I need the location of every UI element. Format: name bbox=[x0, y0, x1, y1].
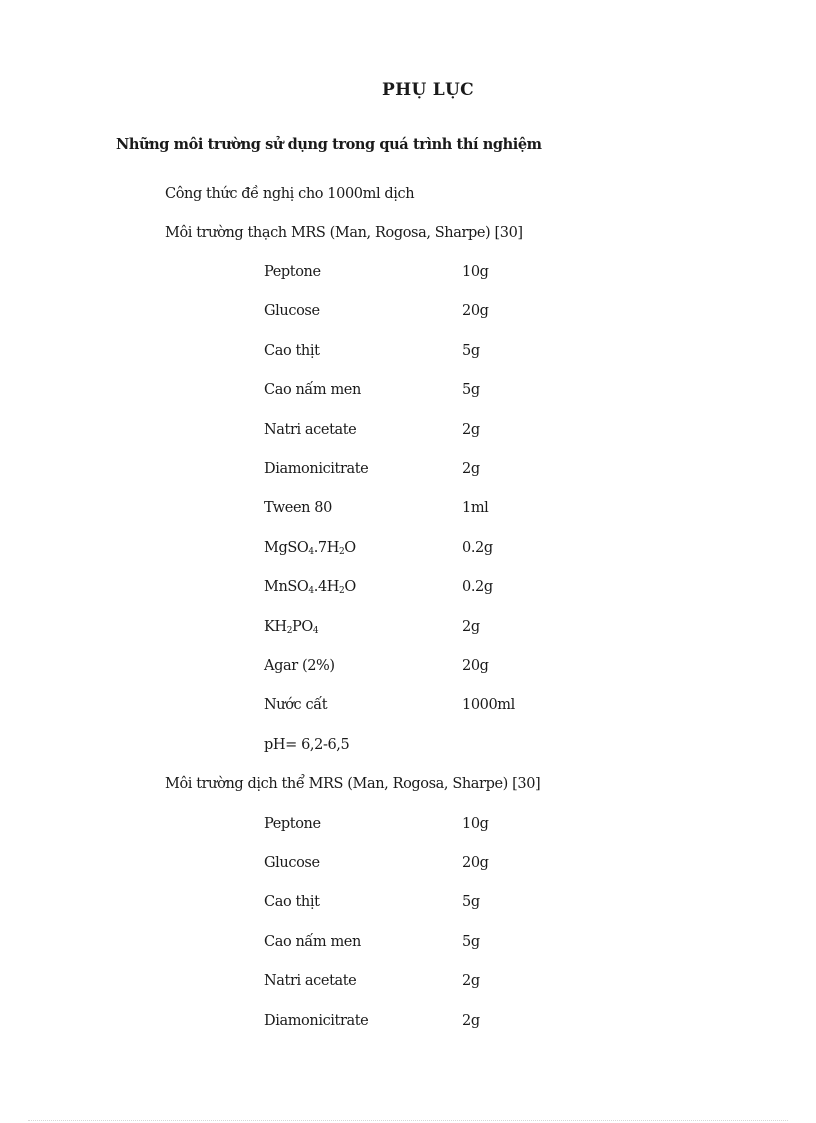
ingredient-amount: 2g bbox=[462, 421, 480, 438]
section2-heading: Môi trường dịch thể MRS (Man, Rogosa, Sharpe) [30] bbox=[165, 776, 541, 793]
ingredient-name: Tween 80 bbox=[264, 500, 332, 517]
ingredient-name: Cao thịt bbox=[264, 894, 320, 911]
ingredient-amount: 5g bbox=[462, 382, 480, 399]
section-subheading: Những môi trường sử dụng trong quá trình thí nghiệm bbox=[116, 136, 542, 153]
ingredient-row bbox=[0, 540, 816, 562]
ingredient-name: Cao nấm men bbox=[264, 382, 361, 399]
ingredient-amount: 10g bbox=[462, 815, 489, 832]
ingredient-amount: 0.2g bbox=[462, 539, 493, 556]
ingredient-amount: 2g bbox=[462, 618, 480, 635]
ingredient-amount: 20g bbox=[462, 658, 489, 674]
page-bottom-divider bbox=[28, 1120, 788, 1121]
ingredient-name: $KH_2PO_4$ bbox=[264, 618, 319, 636]
ingredient-row bbox=[0, 500, 816, 522]
ingredient-name: Glucose bbox=[264, 855, 320, 871]
ingredient-row bbox=[0, 1013, 816, 1035]
ingredient-name: Diamonicitrate bbox=[264, 461, 369, 477]
ingredient-row bbox=[0, 461, 816, 483]
ingredient-row bbox=[0, 973, 816, 995]
ingredient-name: Cao nấm men bbox=[264, 933, 361, 950]
ingredient-row bbox=[0, 934, 816, 956]
ingredient-name: $MgSO_4.7H_2O$ bbox=[264, 539, 356, 557]
ingredient-row bbox=[0, 658, 816, 680]
ingredient-amount: 5g bbox=[462, 342, 480, 359]
ingredient-name: Natri acetate bbox=[264, 973, 357, 990]
section1-ph: pH= 6,2-6,5 bbox=[264, 736, 350, 753]
ingredient-amount: 5g bbox=[462, 933, 480, 950]
section1-heading: Môi trường thạch MRS (Man, Rogosa, Sharpe) [30] bbox=[165, 225, 523, 241]
ingredient-row bbox=[0, 619, 816, 641]
ingredient-amount: 1000ml bbox=[462, 697, 515, 714]
ingredient-name: Natri acetate bbox=[264, 421, 357, 438]
ingredient-name: Cao thịt bbox=[264, 342, 320, 359]
ingredient-amount: 1ml bbox=[462, 500, 489, 517]
ingredient-name: Diamonicitrate bbox=[264, 1012, 369, 1029]
ingredient-amount: 10g bbox=[462, 264, 489, 280]
ingredient-name: Glucose bbox=[264, 303, 320, 320]
ingredient-row bbox=[0, 579, 816, 601]
page-title: PHỤ LỤC bbox=[382, 80, 474, 100]
intro-text: Công thức đề nghị cho 1000ml dịch bbox=[165, 186, 415, 202]
ingredient-amount: 2g bbox=[462, 1012, 480, 1029]
ingredient-amount: 20g bbox=[462, 303, 489, 320]
ingredient-row bbox=[0, 816, 816, 838]
ingredient-name: $MnSO_4.4H_2O$ bbox=[264, 579, 356, 597]
ingredient-amount: 2g bbox=[462, 461, 480, 477]
ingredient-row bbox=[0, 264, 816, 286]
ingredient-name: Agar (2%) bbox=[264, 658, 335, 674]
ingredient-row bbox=[0, 343, 816, 365]
ingredient-row bbox=[0, 422, 816, 444]
ingredient-row bbox=[0, 303, 816, 325]
ingredient-name: Peptone bbox=[264, 815, 321, 832]
ingredient-name: Nước cất bbox=[264, 697, 328, 714]
ingredient-amount: 0.2g bbox=[462, 579, 493, 596]
ingredient-amount: 20g bbox=[462, 855, 489, 871]
ingredient-row bbox=[0, 697, 816, 719]
ingredient-amount: 5g bbox=[462, 894, 480, 911]
ingredient-row bbox=[0, 855, 816, 877]
ingredient-row bbox=[0, 894, 816, 916]
ingredient-name: Peptone bbox=[264, 264, 321, 280]
ingredient-amount: 2g bbox=[462, 973, 480, 990]
ingredient-row bbox=[0, 382, 816, 404]
